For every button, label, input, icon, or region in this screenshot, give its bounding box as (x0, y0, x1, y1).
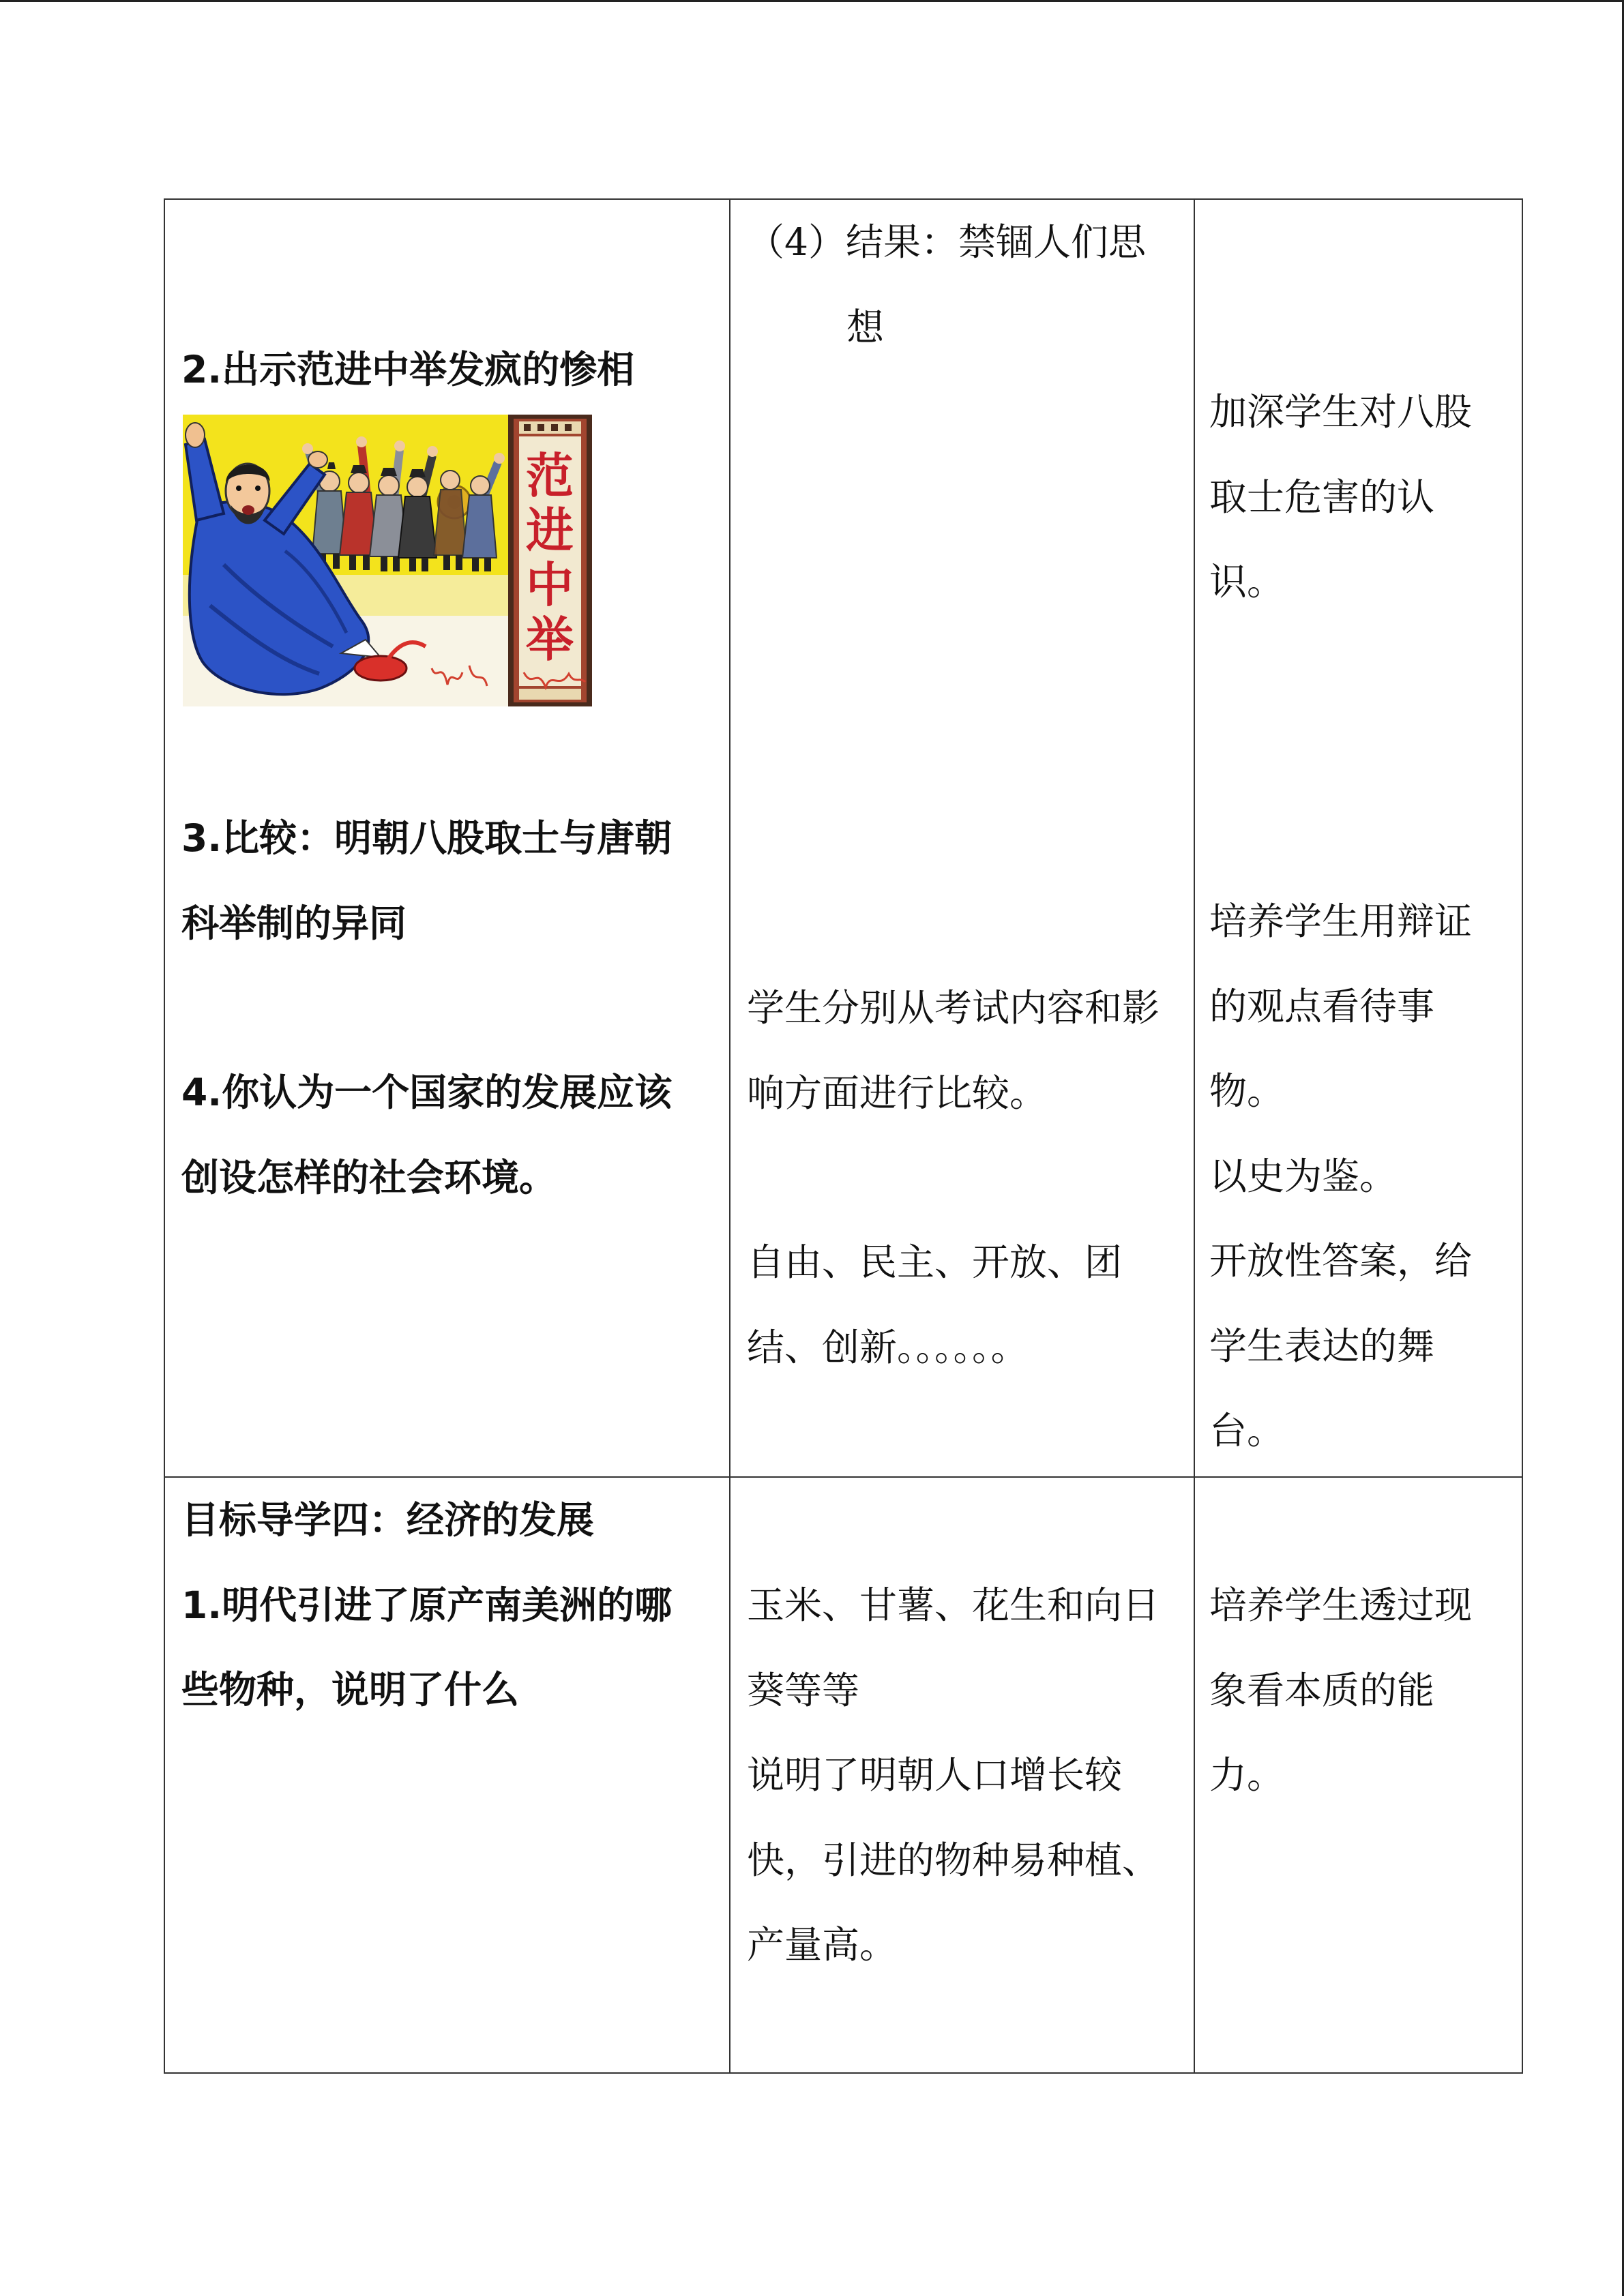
step-4-prompt (181, 1050, 672, 1220)
environment-line-2: 结、创新。。。。。。 (747, 1325, 1029, 1369)
comparison-answer (747, 966, 1160, 1135)
title-sign (508, 415, 592, 706)
crops-line-5: 产量高。 (747, 1923, 898, 1967)
result-line-1: （4）结果：禁锢人们思 (747, 220, 1146, 264)
intent-note-1 (1209, 370, 1472, 625)
intent-3-line-2: 象看本质的能 (1209, 1668, 1435, 1712)
environment-answer (747, 1220, 1122, 1390)
sign-char-1: 范 (526, 448, 574, 504)
step-3-line-2: 科举制的异同 (181, 901, 407, 945)
intent-3-line-3: 力。 (1209, 1753, 1285, 1797)
step-4-line-1: 4.你认为一个国家的发展应该 (181, 1071, 673, 1114)
sign-char-4: 举 (526, 612, 574, 668)
lesson-plan-table (164, 198, 1523, 2074)
intent-1-line-2: 取士危害的认 (1209, 475, 1435, 519)
intent-note-2 (1209, 879, 1472, 1474)
row2-design-intent-cell (1194, 1476, 1522, 2072)
crops-line-2: 葵等等 (747, 1668, 860, 1712)
crops-line-3: 说明了明朝人口增长较 (747, 1753, 1123, 1797)
comparison-line-1: 学生分别从考试内容和影 (747, 986, 1160, 1030)
row1-teacher-activity-cell (164, 198, 729, 1476)
intent-2-line-1: 培养学生用辩证 (1209, 899, 1473, 943)
intent-1-line-1: 加深学生对八股 (1209, 390, 1473, 434)
intent-1-line-3: 识。 (1209, 560, 1285, 603)
goal-4-heading: 目标导学四：经济的发展 (181, 1498, 595, 1542)
goal-4-line-1: 1.明代引进了原产南美洲的哪 (181, 1583, 673, 1627)
crops-answer (747, 1563, 1160, 1988)
step-2-prompt (181, 327, 634, 413)
goal-4-prompt (181, 1478, 672, 1733)
step-2-line-1: 2.出示范进中举发疯的惨相 (181, 348, 635, 391)
result-line-2: 想 (846, 305, 885, 349)
intent-3-line-1: 培养学生透过现 (1209, 1583, 1473, 1627)
intent-2-line-4: 以史为鉴。 (1209, 1154, 1398, 1198)
sign-char-2: 进 (526, 503, 574, 558)
fan-jin-illustration (183, 415, 592, 706)
intent-2-line-3: 物。 (1209, 1069, 1285, 1113)
step-3-prompt (181, 796, 672, 966)
row1-student-activity-cell (729, 198, 1194, 1476)
environment-line-1: 自由、民主、开放、团 (747, 1240, 1123, 1284)
intent-note-3 (1209, 1563, 1472, 1818)
sign-char-3: 中 (526, 557, 574, 613)
step-3-line-1: 3.比较：明朝八股取士与唐朝 (181, 816, 673, 860)
intent-2-line-6: 学生表达的舞 (1209, 1324, 1435, 1368)
result-note (747, 200, 1146, 370)
crops-line-4: 快，引进的物种易种植、 (747, 1838, 1160, 1882)
goal-4-line-2: 些物种，说明了什么 (181, 1668, 520, 1712)
row2-student-activity-cell (729, 1476, 1194, 2072)
crops-line-1: 玉米、甘薯、花生和向日 (747, 1583, 1160, 1627)
step-4-line-2: 创设怎样的社会环境。 (181, 1155, 557, 1199)
intent-2-line-7: 台。 (1209, 1409, 1285, 1452)
intent-2-line-2: 的观点看待事 (1209, 984, 1435, 1028)
comparison-line-2: 响方面进行比较。 (747, 1071, 1048, 1115)
row2-teacher-activity-cell (164, 1476, 729, 2072)
row1-design-intent-cell (1194, 198, 1522, 1476)
intent-2-line-5: 开放性答案，给 (1209, 1239, 1473, 1283)
